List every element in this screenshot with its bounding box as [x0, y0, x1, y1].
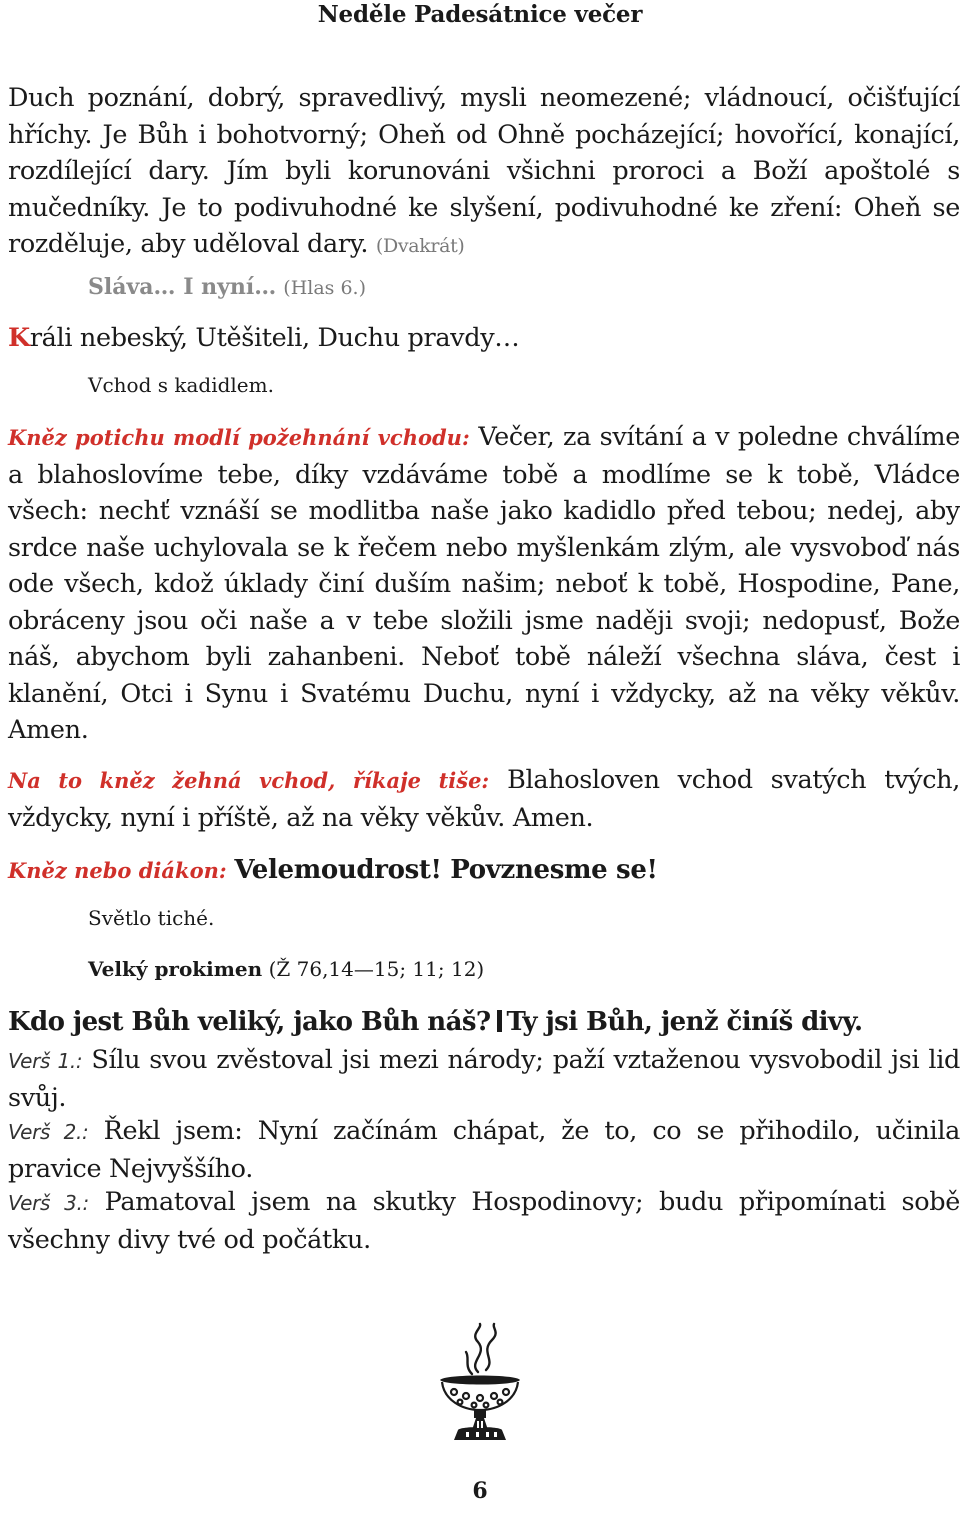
prokimen-part2: Ty jsi Bůh, jenž činíš divy.	[506, 1007, 863, 1037]
prokimen-title: Velký prokimen	[88, 957, 263, 981]
slava-label: Sláva… I nyní…	[88, 274, 277, 300]
wisdom-line	[8, 852, 658, 889]
paragraph-blessing	[8, 762, 960, 836]
entrance-line: Vchod s kadidlem.	[88, 373, 274, 397]
repeat-note: (Dvakrát)	[375, 235, 465, 257]
king-line	[8, 320, 519, 356]
light-line: Světlo tiché.	[88, 906, 215, 930]
page-title: Neděle Padesátnice večer	[317, 1, 643, 28]
wisdom-rubric: Kněz nebo diákon:	[8, 858, 227, 883]
prokimen-heading	[88, 954, 484, 984]
verse-3-label: Verš 3.:	[8, 1191, 89, 1215]
prokimen-ref: (Ž 76,14—15; 11; 12)	[268, 957, 485, 981]
prokimen-part1: Kdo jest Bůh veliký, jako Bůh náš?	[8, 1007, 491, 1037]
prayer-rubric: Kněz potichu modlí požehnání vchodu:	[8, 425, 470, 450]
slava-line	[88, 272, 366, 303]
verse-3	[8, 1184, 960, 1258]
tone-label: (Hlas 6.)	[283, 277, 366, 299]
verse-2-text: Řekl jsem: Nyní začínám chápat, že to, co se přihodilo, učinila pravice Nejvyššího.	[8, 1116, 960, 1184]
blessing-text: Blahosloven vchod svatých tvých, vždycky, nyní i příště, až na věky věkův. Amen.	[8, 765, 960, 833]
verse-1-text: Sílu svou zvěstoval jsi mezi národy; paží vztaženou vysvobodil jsi lid svůj.	[8, 1045, 960, 1113]
page-number: 6	[472, 1478, 488, 1504]
blessing-rubric: Na to kněz žehná vchod, říkaje tiše:	[8, 768, 490, 793]
verse-1-label: Verš 1.:	[8, 1049, 83, 1073]
prayer-text: Večer, za svítání a v poledne chválíme a blahoslovíme tebe, díky vzdáváme tobě a modlíme se k tobě, Vládce všech: nechť vznáší se modlitba naše jako kadidlo před tebou; nedej, aby srdce naše uchylovala se k řečem nebo myšlenkám zlým, ale vysvoboď nás ode všech, kdož úklady činí duším našim; neboť k tobě, Hospodine, Pane, obráceny jsou oči naše a v tebe složili jsme naději svoji; nedopusť, Bože náš, abychom byli zahanbeni. Neboť tobě náleží všechna sláva, čest i klanění, Otci i Synu i Svatému Duchu, nyní i vždycky, až na věky věkův. Amen.	[8, 422, 960, 745]
prokimen-text	[8, 1004, 960, 1040]
paragraph-duch-text: Duch poznání, dobrý, spravedlivý, mysli neomezené; vládnoucí, očišťující hříchy. Je Bůh i bohotvorný; Oheň od Ohně pocházející; hovořící, konající, rozdílející dary. Jím byli korunováni všichni proroci a Boží apoštolé s mučedníky. Je to podivuhodné ke slyšení, podivuhodné ke zření: Oheň se rozděluje, aby uděloval dary.	[8, 83, 960, 259]
verse-2	[8, 1113, 960, 1187]
divider-bar-icon	[497, 1010, 502, 1032]
paragraph-prayer	[8, 419, 960, 749]
verse-3-text: Pamatoval jsem na skutky Hospodinovy; budu připomínati sobě všechny divy tvé od počátku.	[8, 1187, 960, 1255]
censer-icon	[430, 1322, 530, 1444]
verse-2-label: Verš 2.:	[8, 1120, 89, 1144]
wisdom-text: Velemoudrost! Povznesme se!	[234, 855, 658, 885]
red-initial: K	[8, 323, 30, 353]
king-text: ráli nebeský, Utěšiteli, Duchu pravdy…	[29, 323, 520, 353]
verse-1	[8, 1042, 960, 1116]
paragraph-duch	[8, 80, 960, 265]
